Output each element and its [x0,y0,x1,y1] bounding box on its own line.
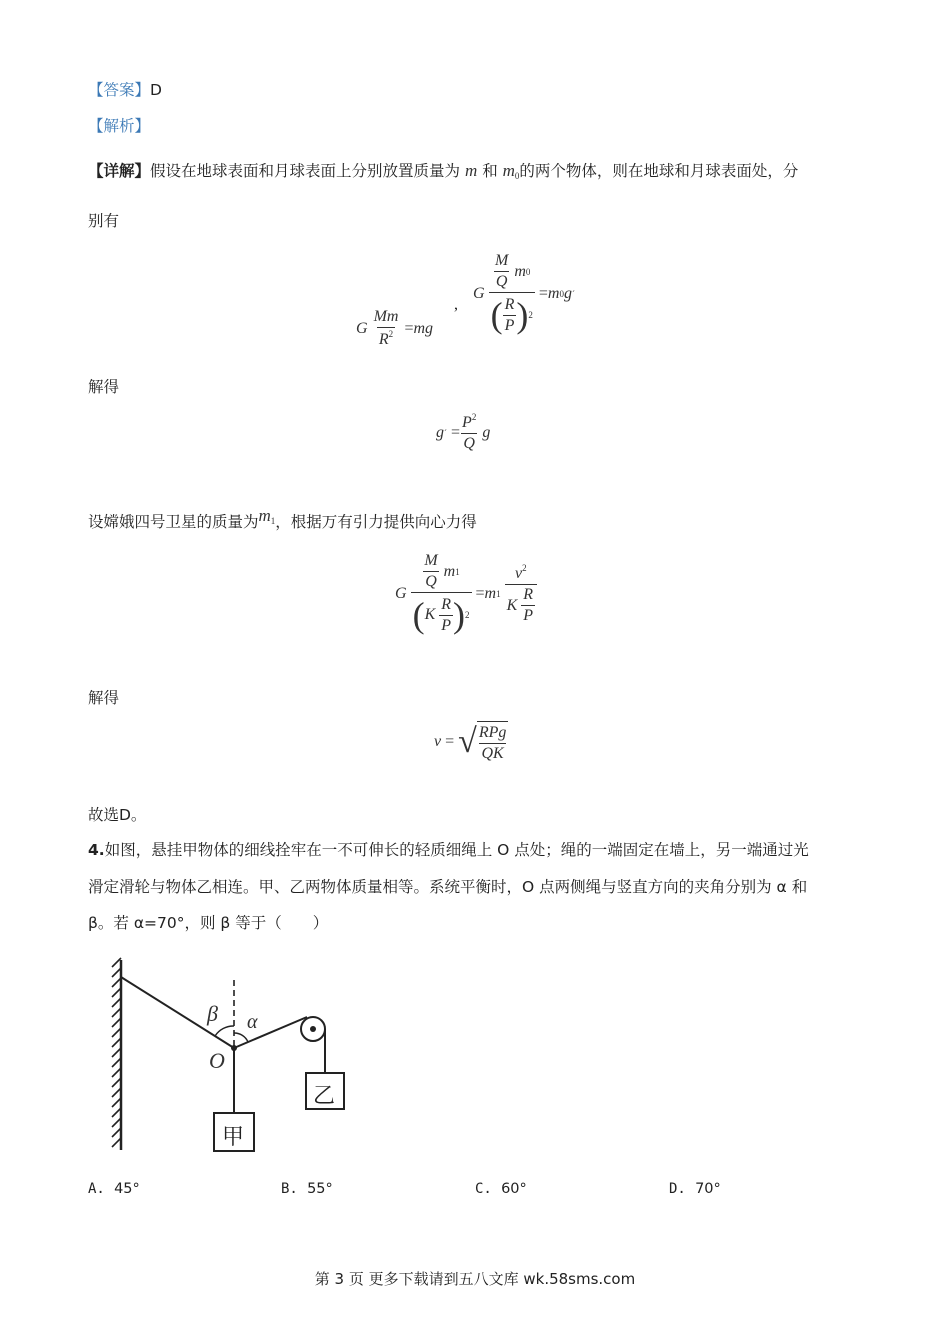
analysis-label: 【解析】 [88,117,151,135]
question-number: 4. [88,841,105,859]
option-c[interactable]: C. 60° [475,1181,527,1197]
solve-label-1: 解得 [88,378,120,396]
pulley-axle [310,1026,316,1032]
page-footer: 第 3 页 更多下载请到五八文库 wk.58sms.com [314,1270,636,1288]
angle-arc-alpha [234,1033,248,1042]
label-O: O [209,1048,225,1073]
detail-label: 【详解】 [88,162,151,180]
option-d[interactable]: D. 70° [669,1181,721,1197]
question-4-line-2: 滑定滑轮与物体乙相连。甲、乙两物体质量相等。系统平衡时，O 点两侧绳与竖直方向的夹角分别为 α 和 [88,878,808,896]
angle-arc-beta [215,1026,234,1036]
conclusion: 故选D。 [88,806,147,824]
answer-label: 【答案】 [88,81,151,99]
question-4-line-1: 4.如图，悬挂甲物体的细线拴牢在一不可伸长的轻质细绳上 O 点处；绳的一端固定在墙上，另一端通过光 [88,841,809,859]
satellite-line: 设嫦娥四号卫星的质量为$m_1$，根据万有引力提供向心力得 [88,506,477,531]
box-yi-label: 乙 [313,1084,336,1109]
detail-line-2: 别有 [88,212,120,230]
equation-earth-gravity: G $\frac{Mm}{R^2}$ = mg [356,308,434,348]
equation-centripetal: G $\frac{M}{Q}$ m 1 ( K $\frac{R}{P}$ ) 2 = m 1 $v^2$ K $\frac{R}{P}$ [395,552,537,636]
option-a[interactable]: A. 45° [88,1181,140,1197]
solve-label-2: 解得 [88,689,120,707]
symbol-m1: $m_1$ [258,506,276,526]
box-jia-label: 甲 [222,1125,245,1150]
answer-line [88,80,162,100]
equation-g-prime: g ´ = $\frac{P^2}{Q}$ g [436,412,491,452]
symbol-m: m [464,161,478,180]
rope-right [234,1017,307,1048]
label-beta: β [207,1001,218,1026]
equation-moon-gravity: G $\frac{M}{Q}$ m 0 ( $\frac{R}{P}$ ) 2 = m 0 g ´ [473,252,575,335]
wall-hatching [112,958,121,1147]
equation-velocity: v = √ $\frac{\text{RPg}}{QK}$ [434,723,507,762]
label-alpha: α [247,1011,258,1033]
symbol-m0: $m_0$ [502,161,520,181]
answer-value: D [150,81,162,99]
detail-line-1: 【详解】假设在地球表面和月球表面上分别放置质量为 m 和 $m_0$的两个物体，则在地球和月球表面处，分 [88,161,799,181]
option-b[interactable]: B. 55° [281,1181,333,1197]
equation-separator: , [454,296,458,313]
question-4-line-3: β。若 α=70°，则 β 等于（ ） [88,914,329,932]
